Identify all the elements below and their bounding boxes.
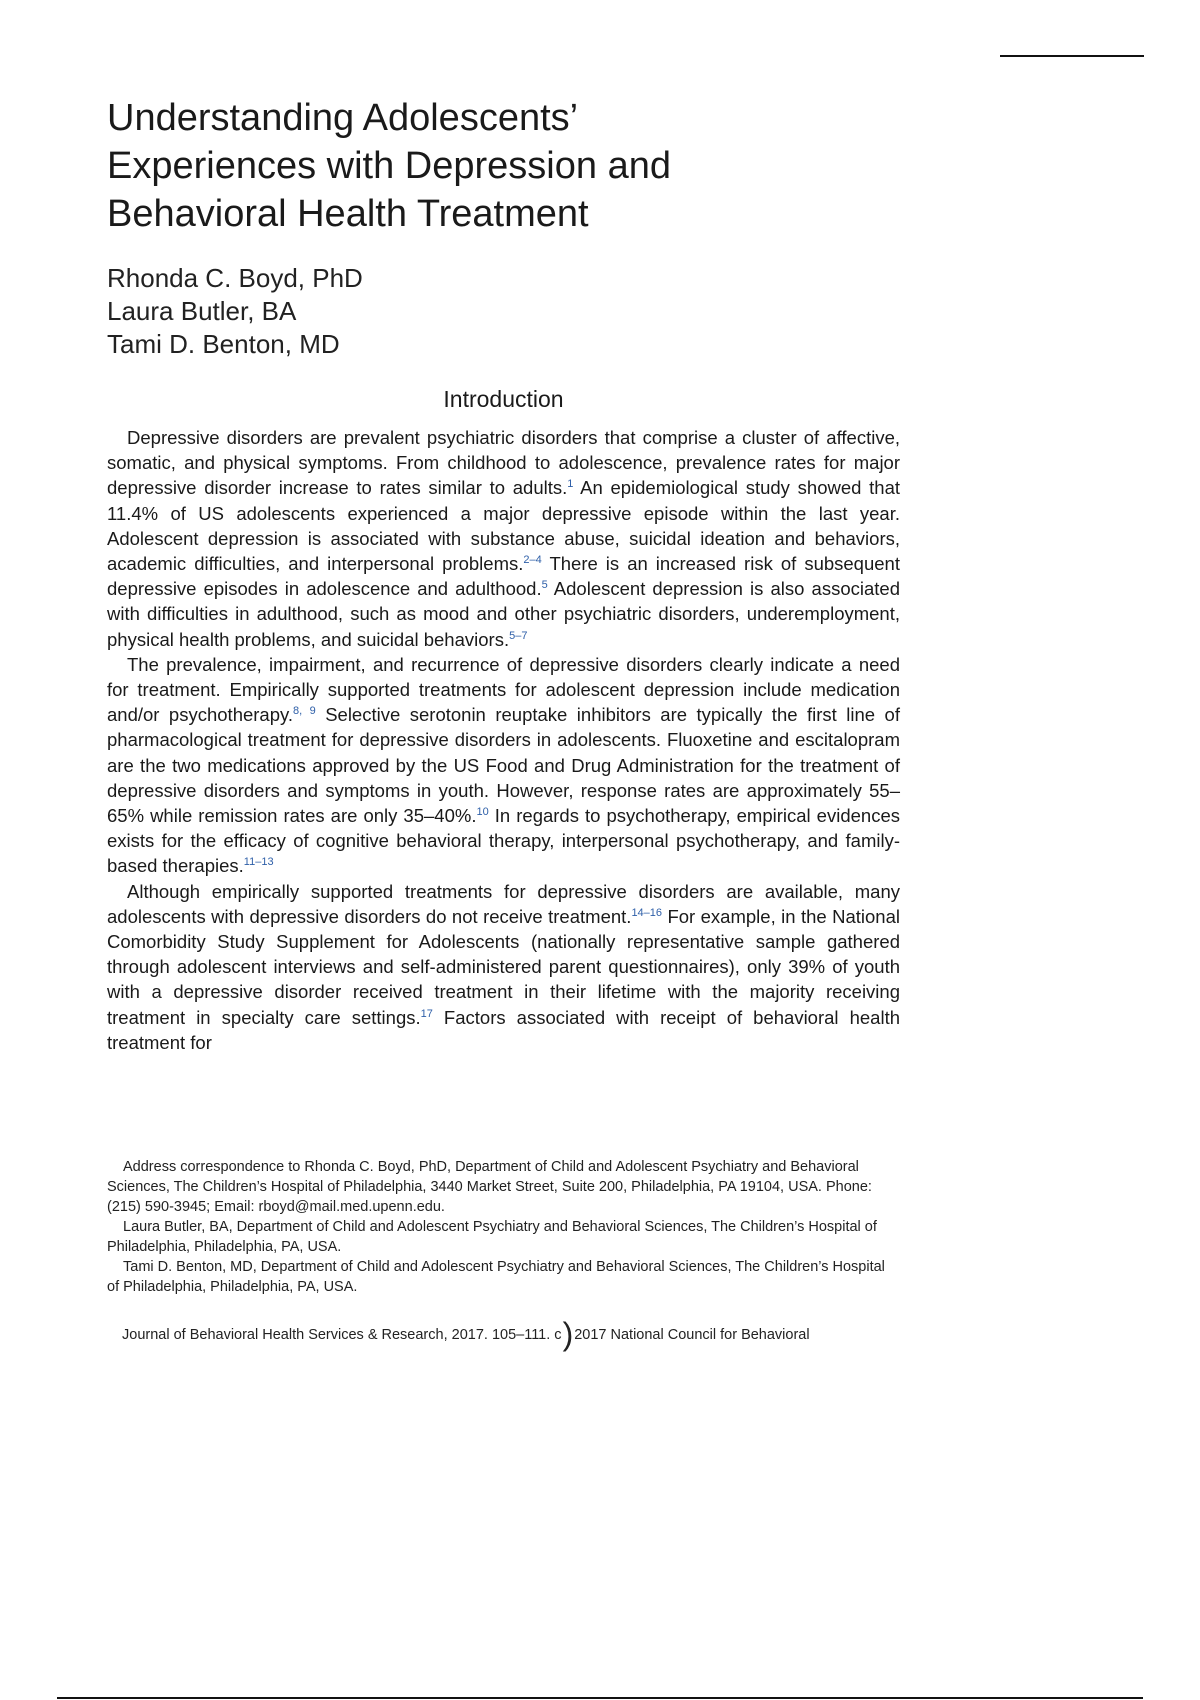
citation-bracket: ) xyxy=(562,1316,574,1352)
affiliation-note: Address correspondence to Rhonda C. Boyd, PhD, Department of Child and Adolescent Psychiatry and Behavioral Sciences, The Children’s Hospital of Philadelphia, 3440 Market Street, Suite 200, Philadelphia, PA 19104, USA. Phone: (215) 590-3945; Email: rboyd@mail.med.upenn.edu. xyxy=(107,1159,872,1215)
reference-link[interactable]: 1 xyxy=(567,478,574,491)
paragraph-text: The prevalence, impairment, and recurrence of depressive disorders clearly indicate a need for treatment. Empirically supported treatments for adolescent depression include medication and/or psychotherapy. xyxy=(107,653,900,726)
author-name: Tami D. Benton, MD xyxy=(107,329,340,359)
paper-title: Understanding Adolescents’ Experiences with Depression and Behavioral Health Treatment xyxy=(107,97,671,235)
body-text xyxy=(107,425,900,1055)
paragraph-text: Depressive disorders are prevalent psychiatric disorders that comprise a cluster of affective, somatic, and physical symptoms. From childhood to adolescence, prevalence rates for major depressive disorder increase to rates similar to adults. xyxy=(107,427,900,499)
body-paragraph xyxy=(107,425,900,652)
citation-text: 2017 National Council for Behavioral xyxy=(574,1327,810,1343)
section-heading: Introduction xyxy=(443,386,564,412)
affiliations xyxy=(107,1157,900,1297)
top-rule xyxy=(1000,55,1144,57)
journal-citation xyxy=(122,1316,912,1352)
body-paragraph xyxy=(107,652,900,879)
reference-link[interactable]: 10 xyxy=(476,805,489,818)
reference-link[interactable]: 5 xyxy=(541,579,548,592)
author-name: Rhonda C. Boyd, PhD xyxy=(107,263,363,293)
paragraph-text: Although empirically supported treatments for depressive disorders are available, many adolescents with depressive disorders do not receive treatment. xyxy=(107,880,900,927)
reference-link[interactable]: 11–13 xyxy=(243,856,274,869)
affiliation-note: Laura Butler, BA, Department of Child and Adolescent Psychiatry and Behavioral Sciences, The Children’s Hospital of Philadelphia, Philadelphia, PA, USA. xyxy=(107,1219,877,1255)
reference-link[interactable]: 14–16 xyxy=(631,906,663,919)
author-list xyxy=(107,262,363,361)
affiliation-note: Tami D. Benton, MD, Department of Child and Adolescent Psychiatry and Behavioral Sciences, The Children’s Hospital of Philadelphia, Philadelphia, PA, USA. xyxy=(107,1259,885,1295)
paragraph-text: In regards to psychotherapy, empirical evidences exists for the efficacy of cognitive behavioral therapy, interpersonal psychotherapy, and family-based therapies. xyxy=(107,805,900,877)
paragraph-text: For example, in the National Comorbidity Study Supplement for Adolescents (nationally representative sample gathered through adolescent interviews and self-administered parent questionnaires), only 39% of youth with a depressive disorder received treatment in their lifetime with the majority receiving treatment in specialty care settings. xyxy=(107,905,900,1028)
paragraph-text: An epidemiological study showed that 11.4% of US adolescents experienced a major depressive episode within the last year. Adolescent depression is associated with substance abuse, suicidal ideation and behaviors, academic difficulties, and interpersonal problems. xyxy=(107,477,901,575)
reference-link[interactable]: 8, 9 xyxy=(293,705,316,718)
bottom-rule xyxy=(57,1697,1143,1699)
body-paragraph xyxy=(107,879,900,1055)
reference-link[interactable]: 5–7 xyxy=(509,629,528,642)
citation-text: Journal of Behavioral Health Services & Research, 2017. 105–111. c xyxy=(122,1327,562,1343)
author-name: Laura Butler, BA xyxy=(107,296,297,326)
reference-link[interactable]: 2–4 xyxy=(523,553,542,566)
paragraph-text: Factors associated with receipt of behavioral health treatment for xyxy=(107,1006,900,1053)
paragraph-text: Adolescent depression is also associated with difficulties in adulthood, such as mood and other psychiatric disorders, underemployment, physical health problems, and suicidal behaviors. xyxy=(107,578,900,650)
paragraph-text: Selective serotonin reuptake inhibitors are typically the first line of pharmacological treatment for depressive disorders in adolescents. Fluoxetine and escitalopram are the two medications approved by the US Food and Drug Administration for the treatment of depressive disorders and symptoms in youth. However, response rates are approximately 55–65% while remission rates are only 35–40%. xyxy=(107,704,900,827)
reference-link[interactable]: 17 xyxy=(420,1007,433,1020)
paragraph-text: There is an increased risk of subsequent depressive episodes in adolescence and adulthood. xyxy=(107,553,900,600)
